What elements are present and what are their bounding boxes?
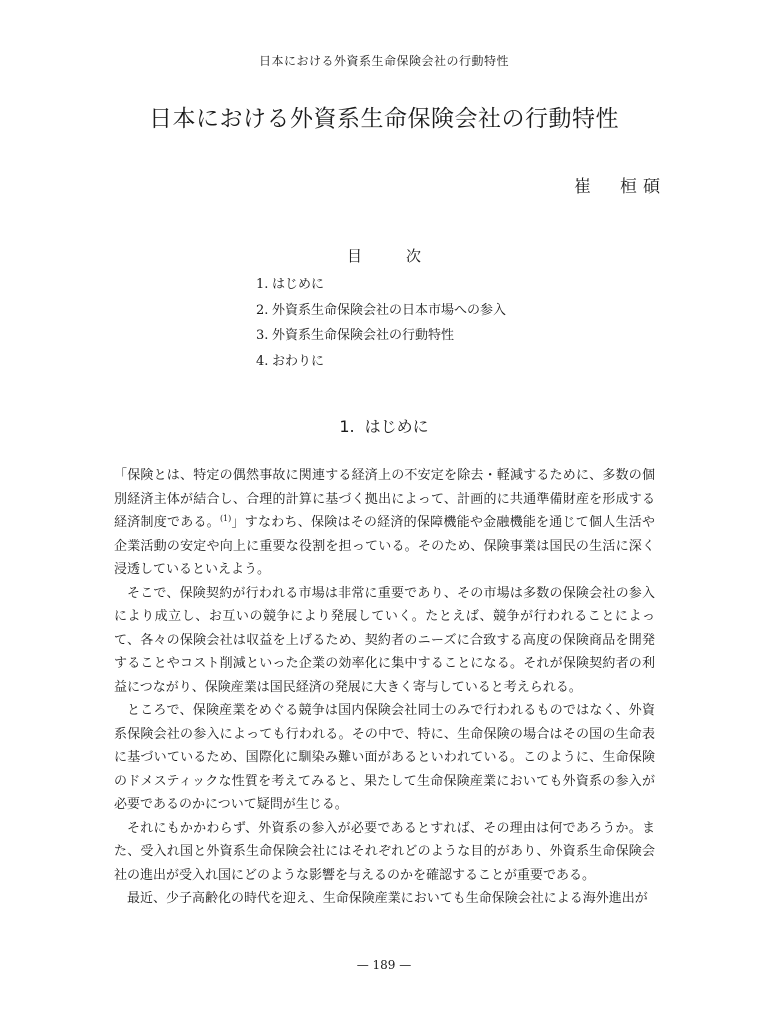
body-text (114, 464, 655, 911)
running-header: 日本における外資系生命保険会社の行動特性 (258, 54, 509, 68)
paragraph-text: 「保険とは、特定の偶然事故に関連する経済上の不安定を除去・軽減するために、多数の個別経済主体が結合し、合理的計算に基づく拠出によって、計画的に共通準備財産を形成する経済制度である。 (114, 468, 655, 530)
paragraph: ところで、保険産業をめぐる競争は国内保険会社同士のみで行われるものではなく、外資系保険会社の参入によっても行われる。その中で、特に、生命保険の場合はその国の生命表に基づいているため、国際化に馴染み難い面があるといわれている。このように、生命保険のドメスティックな性質を考えてみると、果たして生命保険産業においても外資系の参入が必要であるのかについて疑問が生じる。 (114, 703, 655, 812)
toc-item-label: 外資系生命保険会社の行動特性 (272, 328, 455, 343)
toc-item-number: 1. (256, 277, 269, 292)
footnote-marker[interactable]: (1) (219, 514, 232, 523)
toc-item-label: 外資系生命保険会社の日本市場への参入 (272, 302, 507, 318)
toc-item-label: はじめに (272, 277, 325, 292)
paper-title: 日本における外資系生命保険会社の行動特性 (149, 106, 619, 132)
paragraph-text: 」すなわち、保険はその経済的保障機能や金融機能を通じて個人生活や企業活動の安定や向上に重要な役割を担っている。そのため、保険事業は国民の生活に深く浸透しているといえよう。 (114, 515, 655, 577)
section-number: 1. (339, 417, 355, 436)
toc-item (256, 298, 506, 324)
table-of-contents (256, 272, 506, 374)
toc-item-label: おわりに (272, 353, 325, 369)
section-title: はじめに (364, 417, 429, 436)
paragraph: 最近、少子高齢化の時代を迎え、生命保険産業においても生命保険会社による海外進出が (127, 891, 648, 906)
toc-item-number: 3. (256, 328, 269, 343)
section-heading (0, 414, 768, 437)
author-name: 崔 桓碩 (574, 177, 666, 197)
toc-heading-left: 目 (346, 247, 362, 265)
toc-item (256, 272, 506, 298)
toc-item (256, 323, 506, 349)
paragraph (114, 464, 655, 582)
page-number: — 189 — (356, 958, 412, 972)
toc-item-number: 2. (256, 302, 269, 318)
paragraph: それにもかかわらず、外資系の参入が必要であるとすれば、その理由は何であろうか。また、受入れ国と外資系生命保険会社にはそれぞれどのような目的があり、外資系生命保険会社の進出が受入れ国にどのような影響を与えるのかを確認することが重要である。 (114, 820, 655, 883)
toc-item-number: 4. (256, 353, 269, 369)
toc-heading (0, 245, 768, 266)
paragraph: そこで、保険契約が行われる市場は非常に重要であり、その市場は多数の保険会社の参入により成立し、お互いの競争により発展していく。たとえば、競争が行われることによって、各々の保険会社は収益を上げるため、契約者のニーズに合致する高度の保険商品を開発することやコスト削減といった企業の効率化に集中することになる。それが保険契約者の利益につながり、保険産業は国民経済の発展に大きく寄与していると考えられる。 (114, 585, 655, 695)
toc-item (256, 349, 506, 375)
toc-heading-right: 次 (406, 247, 422, 265)
